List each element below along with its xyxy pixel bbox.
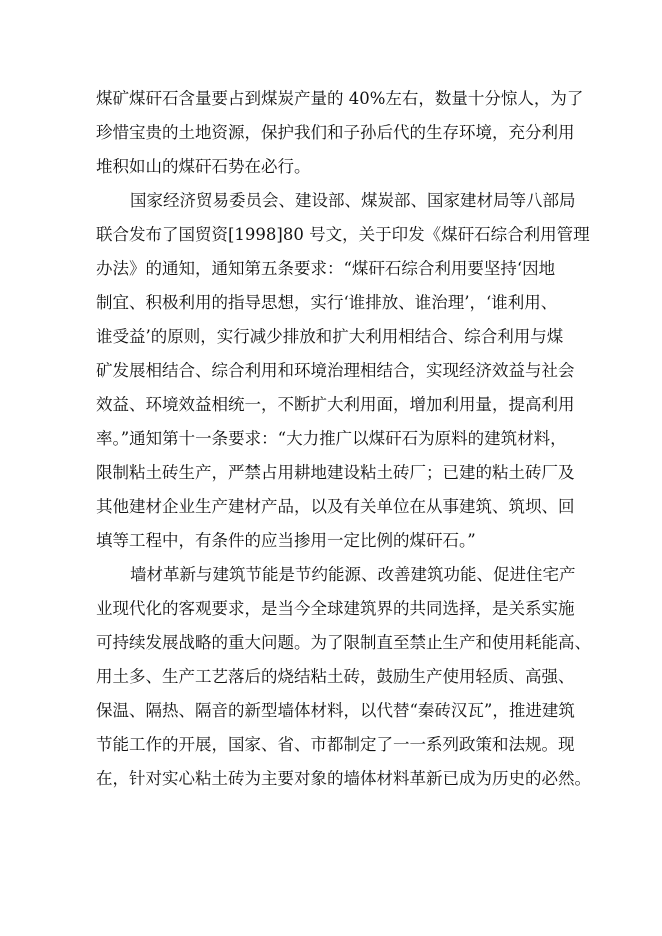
text-line-18: 用土多、生产工艺落后的烧结粘土砖，鼓励生产使用轻质、高强、 (96, 667, 575, 686)
text-line-7: 制宜、积极利用的指导思想，实行‘谁排放、谁治理’，‘谁利用、 (96, 293, 558, 312)
text-line-14: 填等工程中，有条件的应当掺用一定比例的煤矸石。” (96, 531, 476, 550)
text-line-11: 率。”通知第十一条要求：“大力推广以煤矸石为原料的建筑材料， (96, 429, 567, 448)
text-line-5: 联合发布了国贸资[1998]80 号文，关于印发《煤矸石综合利用管理 (96, 225, 590, 244)
text-line-21: 在，针对实心粘土砖为主要对象的墙体材料革新已成为历史的必然。 (96, 769, 591, 788)
text-line-1: 煤矿煤矸石含量要占到煤炭产量的 40%左右，数量十分惊人，为了 (96, 89, 584, 108)
text-line-12: 限制粘土砖生产，严禁占用耕地建设粘土砖厂；已建的粘土砖厂及 (96, 463, 575, 482)
text-line-2: 珍惜宝贵的土地资源，保护我们和子孙后代的生存环境，充分利用 (96, 123, 575, 142)
text-line-8: 谁受益’的原则，实行减少排放和扩大利用相结合、综合利用与煤 (96, 327, 564, 346)
text-line-9: 矿发展相结合、综合利用和环境治理相结合，实现经济效益与社会 (96, 361, 575, 380)
text-line-19: 保温、隔热、隔音的新型墙体材料，以代替“秦砖汉瓦”，推进建筑 (96, 701, 575, 720)
text-line-20: 节能工作的开展，国家、省、市都制定了一一系列政策和法规。现 (96, 735, 575, 754)
text-line-13: 其他建材企业生产建材产品，以及有关单位在从事建筑、筑坝、回 (96, 497, 575, 516)
text-line-15: 墙材革新与建筑节能是节约能源、改善建筑功能、促进住宅产 (130, 565, 576, 584)
text-line-10: 效益、环境效益相统一，不断扩大利用面，增加利用量，提高利用 (96, 395, 575, 414)
text-line-3: 堆积如山的煤矸石势在必行。 (96, 157, 311, 176)
text-line-16: 业现代化的客观要求，是当今全球建筑界的共同选择，是关系实施 (96, 599, 575, 618)
text-line-17: 可持续发展战略的重大问题。为了限制直至禁止生产和使用耗能高、 (96, 633, 591, 652)
text-line-6: 办法》的通知，通知第五条要求：“煤矸石综合利用要坚持‘因地 (96, 259, 556, 278)
text-line-4: 国家经济贸易委员会、建设部、煤炭部、国家建材局等八部局 (130, 191, 576, 210)
